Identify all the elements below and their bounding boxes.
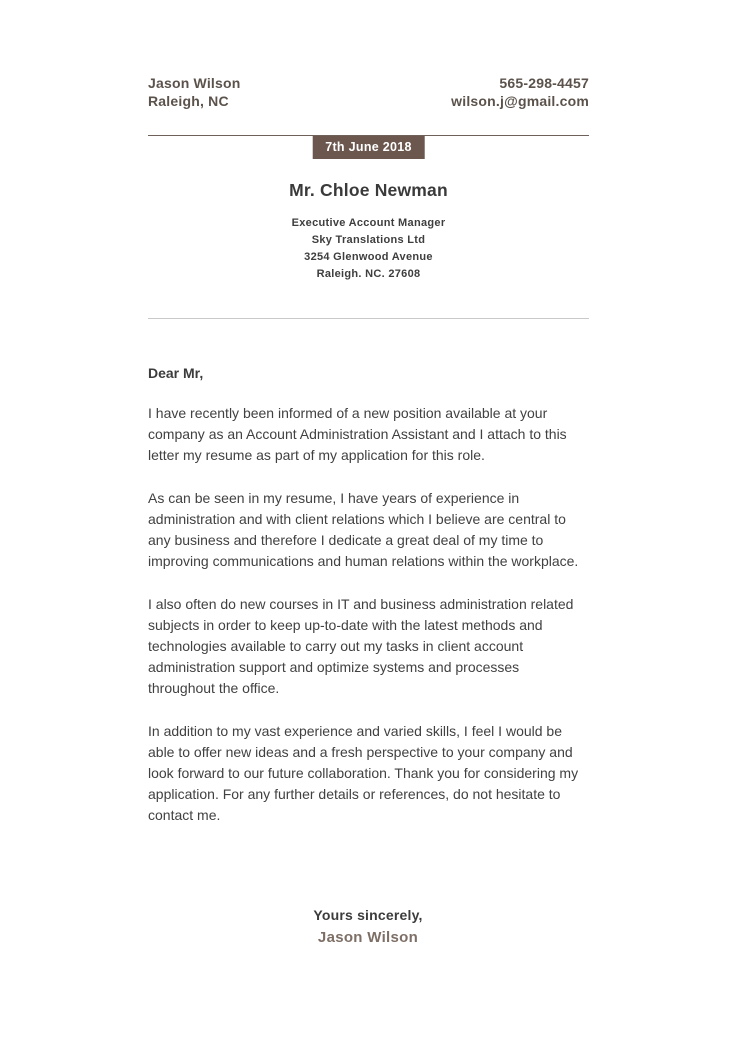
recipient-city: Raleigh. NC. 27608 [316, 268, 421, 280]
letterhead [148, 75, 589, 110]
letter-body [148, 365, 589, 826]
body-paragraph: As can be seen in my resume, I have years of experience in administration and with client relations which I believe are central to any business and therefore I dedicate a great deal of my time to improving communications and human relations within the workplace. [148, 490, 579, 569]
sender-name: Jason Wilson [148, 75, 241, 91]
recipient-company: Sky Translations Ltd [311, 234, 426, 246]
recipient-address [148, 215, 589, 283]
header-divider [148, 135, 589, 154]
recipient-name: Mr. Chloe Newman [289, 180, 448, 200]
date-badge: 7th June 2018 [312, 136, 425, 159]
body-paragraph: I also often do new courses in IT and business administration related subjects in order to keep up-to-date with the latest methods and technologies available to carry out my tasks in client account administration support and optimize systems and processes throughout the office. [148, 596, 574, 696]
closing-block [0, 907, 736, 946]
body-paragraph: I have recently been informed of a new position available at your company as an Account Administration Assistant and I attach to this letter my resume as part of my application for this role. [148, 405, 567, 463]
body-paragraph: In addition to my vast experience and varied skills, I feel I would be able to offer new ideas and a fresh perspective to your company and look forward to our future collaboration. Thank you for considering my application. For any further details or references, do not hesitate to contact me. [148, 723, 579, 823]
signature-name: Jason Wilson [317, 929, 419, 946]
recipient-block [148, 180, 589, 283]
contact-block [451, 75, 589, 110]
section-divider [148, 318, 589, 319]
recipient-title: Executive Account Manager [291, 217, 446, 229]
sender-email: wilson.j@gmail.com [451, 92, 589, 109]
sender-location: Raleigh, NC [148, 92, 229, 109]
salutation: Dear Mr, [148, 365, 204, 381]
sender-block [148, 75, 241, 110]
closing-phrase: Yours sincerely, [313, 907, 423, 923]
sender-phone: 565-298-4457 [499, 75, 589, 91]
recipient-street: 3254 Glenwood Avenue [304, 251, 433, 263]
